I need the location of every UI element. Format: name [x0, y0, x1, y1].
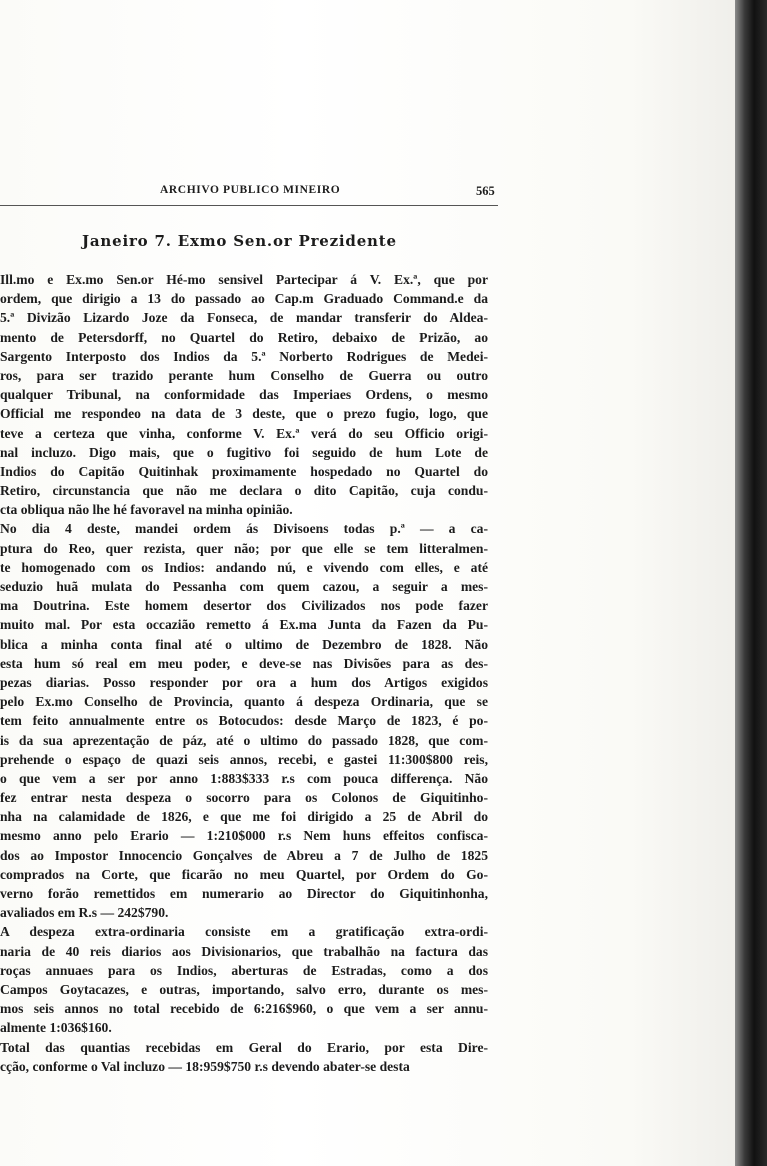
page-number: 565 [476, 184, 495, 198]
text-line: qualquer Tribunal, na conformidade das Imperiaes Ordens, o mesmo [0, 387, 488, 403]
text-line: naria de 40 reis diarios aos Divisionarios, que trabalhão na factura das [0, 943, 488, 959]
body-text [0, 270, 500, 1076]
text-line: roças annuaes para os Indios, aberturas de Estradas, como a dos [0, 962, 488, 978]
text-line: dos ao Impostor Innocencio Gonçalves de Abreu a 7 de Julho de 1825 [0, 847, 488, 863]
text-line: is da sua aprezentação de páz, até o ultimo do passado 1828, que com- [0, 732, 488, 748]
text-line: tem feito annualmente entre os Botocudos: desde Março de 1823, é po- [0, 713, 488, 729]
text-line: ma Doutrina. Este homem desertor dos Civilizados nos pode fazer [0, 598, 488, 614]
text-line: A despeza extra-ordinaria consiste em a gratificação extra-ordi- [0, 924, 488, 940]
text-line: ptura do Reo, quer rezista, quer não; por que elle se tem litteralmen- [0, 540, 488, 556]
text-line: avaliados em R.s — 242$790. [0, 905, 169, 921]
text-line: 5.ª Divizão Lizardo Joze da Fonseca, de mandar transferir do Aldea- [0, 310, 488, 326]
text-line: almente 1:036$160. [0, 1020, 112, 1036]
text-line: muito mal. Por esta occazião remetto á Ex.ma Junta da Fazen da Pu- [0, 617, 488, 633]
text-line: Campos Goytacazes, e outras, importando, salvo erro, durante os mes- [0, 981, 488, 997]
text-line: pezas diarias. Posso responder por ora a hum dos Artigos exigidos [0, 674, 488, 690]
text-line: Sargento Interposto dos Indios da 5.ª Norberto Rodrigues de Medei- [0, 348, 488, 364]
text-line: mos seis annos no total recebido de 6:216$960, o que vem a ser annu- [0, 1001, 488, 1017]
text-line: ros, para ser trazido perante hum Conselho de Guerra ou outro [0, 367, 488, 383]
text-line: verno forão remettidos em numerario ao Director do Giquitinhonha, [0, 886, 488, 901]
text-line: blica a minha conta final até o ultimo de Dezembro de 1828. Não [0, 636, 488, 652]
text-line: Official me respondeo na data de 3 deste, que o prezo fugio, logo, que [0, 406, 488, 422]
text-line: mesmo anno pelo Erario — 1:210$000 r.s Nem huns effeitos confisca- [0, 828, 488, 844]
header-rule [0, 205, 498, 206]
text-line: fez entrar nesta despeza o socorro para os Colonos de Giquitinho- [0, 790, 488, 806]
text-line: cta obliqua não lhe hé favoravel na minha opinião. [0, 502, 293, 518]
text-line: ordem, que dirigio a 13 do passado ao Cap.m Graduado Command.e da [0, 291, 488, 307]
text-line: Ill.mo e Ex.mo Sen.or Hé-mo sensivel Partecipar á V. Ex.ª, que por [0, 272, 488, 287]
text-line: seduzio huã mulata do Pessanha com quem cazou, a seguir a mes- [0, 579, 488, 594]
text-line: Retiro, circunstancia que não me declara o dito Capitão, cuja condu- [0, 483, 488, 499]
text-line: cção, conforme o Val incluzo — 18:959$750 r.s devendo abater-se desta [0, 1058, 410, 1074]
text-line: esta hum só real em meu poder, e deve-se nas Divisões para as des- [0, 655, 488, 671]
book-spine-shadow [735, 0, 767, 1166]
running-head: ARCHIVO PUBLICO MINEIRO [160, 184, 341, 196]
text-line: No dia 4 deste, mandei ordem ás Divisoens todas p.ª — a ca- [0, 521, 488, 537]
section-title: Janeiro 7. Exmo Sen.or Prezidente [82, 232, 397, 250]
text-line: nha na calamidade de 1826, e que me foi dirigido a 25 de Abril do [0, 809, 488, 825]
text-line: mento de Petersdorff, no Quartel do Retiro, debaixo de Prizão, ao [0, 329, 488, 345]
text-line: comprados na Corte, que ficarão no meu Quartel, por Ordem do Go- [0, 866, 488, 882]
text-line: teve a certeza que vinha, conforme V. Ex.ª verá do seu Officio origi- [0, 425, 488, 441]
text-line: Total das quantias recebidas em Geral do Erario, por esta Dire- [0, 1039, 488, 1055]
text-line: nal incluzo. Digo mais, que o fugitivo foi seguido de hum Lote de [0, 444, 488, 460]
text-line: prehende o espaço de quazi seis annos, recebi, e gastei 11:300$800 reis, [0, 751, 488, 767]
text-line: te homogenado com os Indios: andando nú, e vivendo com elles, e até [0, 559, 488, 575]
text-line: Indios do Capitão Quitinhak proximamente hospedado no Quartel do [0, 463, 488, 479]
text-line: o que vem a ser por anno 1:883$333 r.s com pouca differença. Não [0, 770, 488, 786]
text-line: pelo Ex.mo Conselho de Provincia, quanto á despeza Ordinaria, que se [0, 694, 488, 710]
page-header [0, 184, 498, 202]
